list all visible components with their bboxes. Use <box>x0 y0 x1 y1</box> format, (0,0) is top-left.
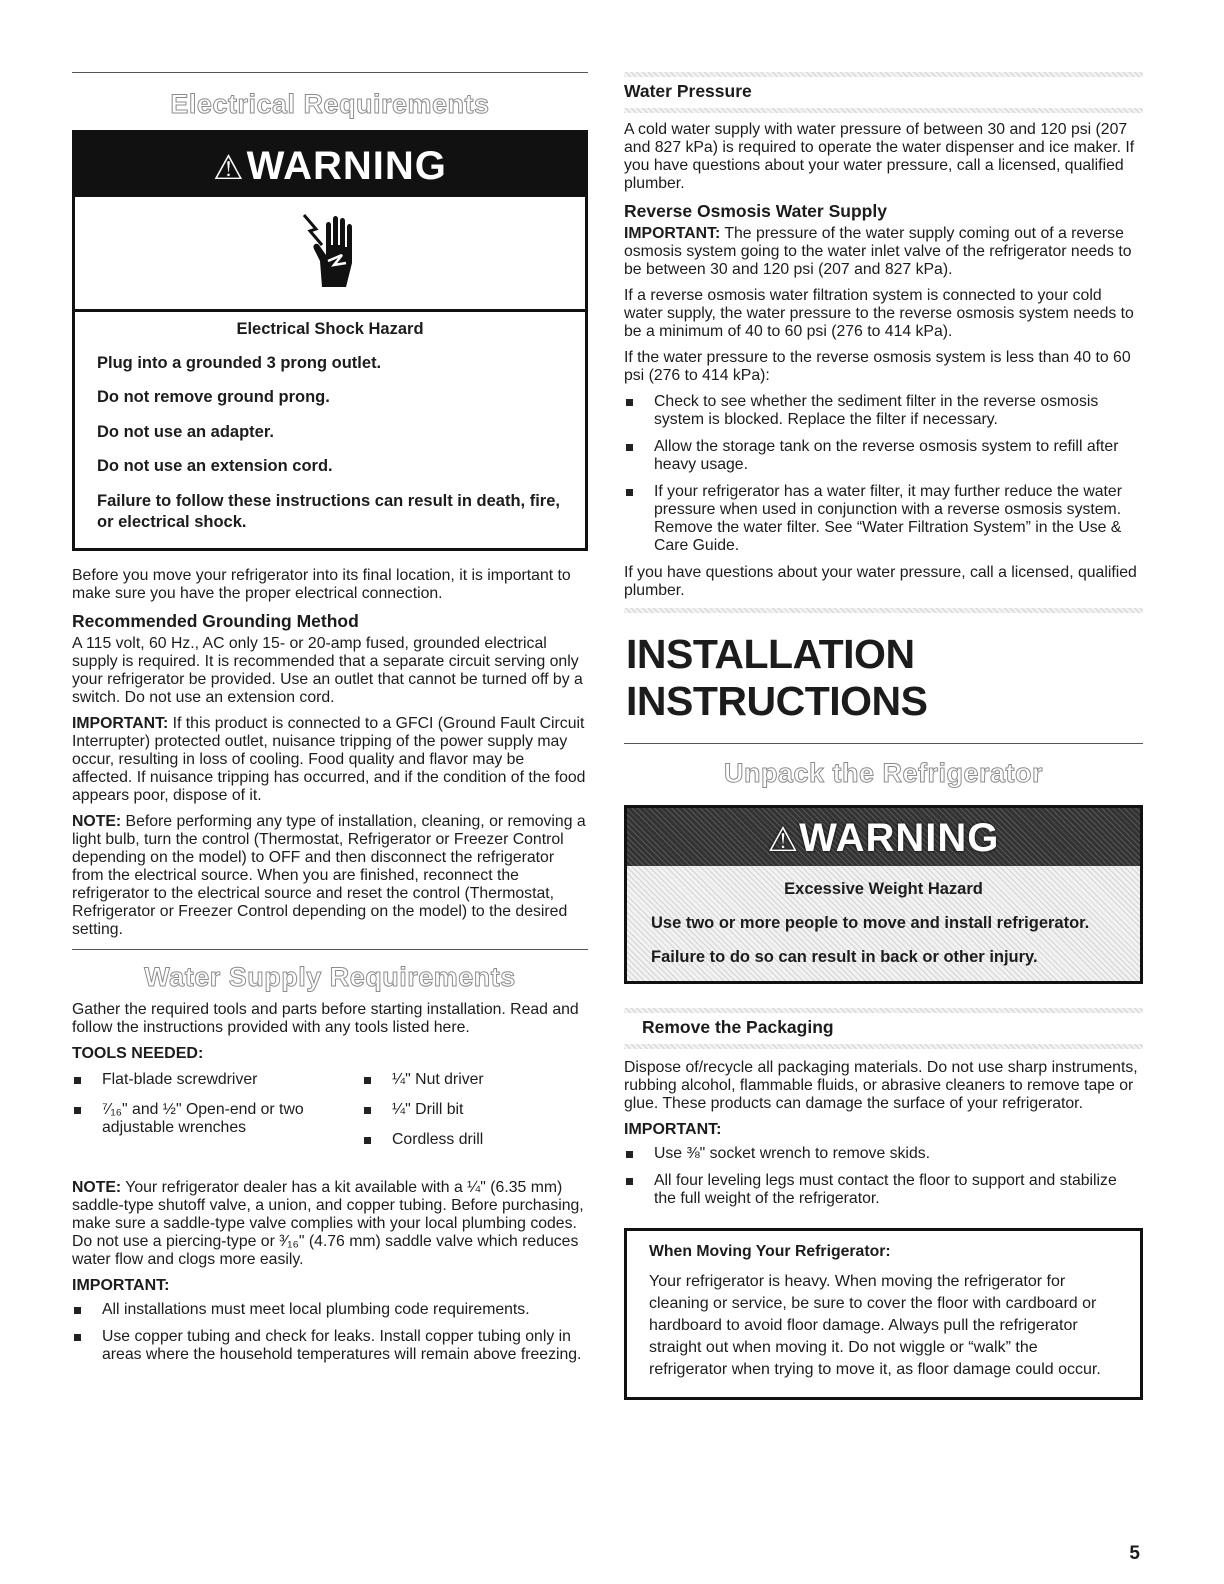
note-text: Before performing any type of installation, cleaning, or removing a light bulb, turn the control (Thermostat, Refrigerator or Freezer Control depending on the model) to OFF and then disconnect the refrigerator from the electrical source. When you are finished, reconnect the refrigerator to the electrical source and reset the control (Thermostat, Refrigerator or Freezer Control depending on the model) to the desired setting. <box>72 812 586 938</box>
warning-text <box>75 312 585 548</box>
electrical-warning-box <box>72 130 588 551</box>
reverse-osmosis-title: Reverse Osmosis Water Supply <box>624 201 887 221</box>
ro-important-paragraph <box>624 225 1143 279</box>
warning-line: Do not remove ground prong. <box>97 388 330 407</box>
packaging-text: Dispose of/recycle all packaging materials. Do not use sharp instruments, rubbing alcohol, flammable fluids, or abrasive cleaners to remove tape or glue. These products can damage the surface of your refrigerator. <box>624 1058 1138 1112</box>
ro-item: Check to see whether the sediment filter in the reverse osmosis system is blocked. Replace the filter if necessary. <box>624 393 1143 429</box>
important-text: If this product is connected to a GFCI (Ground Fault Circuit Interrupter) protected outlet, nuisance tripping of the power supply may occur, resulting in loss of cooling. Food quality and flavor may be affected. If nuisance tripping has occurred, and if the condition of the food appears poor, dispose of it. <box>72 714 586 804</box>
warning-line: Failure to follow these instructions can result in death, fire, or electrical shock. <box>97 491 560 532</box>
important-label: IMPORTANT: <box>624 225 721 242</box>
plumbing-item: All installations must meet local plumbing code requirements. <box>72 1301 588 1319</box>
right-column <box>624 72 1143 1400</box>
section-rule <box>72 949 588 950</box>
hazard-title: Electrical Shock Hazard <box>236 320 424 338</box>
tool-item: Cordless drill <box>362 1131 582 1149</box>
ro-important-text: The pressure of the water supply coming out of a reverse osmosis system going to the water inlet valve of the refrigerator needs to be between 30 and 120 psi (207 and 827 kPa). <box>624 225 1132 278</box>
packaging-item: All four leveling legs must contact the floor to support and stabilize the full weight of the refrigerator. <box>624 1172 1143 1208</box>
packaging-item: Use ⅜" socket wrench to remove skids. <box>624 1145 1143 1163</box>
kit-note-paragraph <box>72 1179 588 1269</box>
warning-line: Failure to do so can result in back or other injury. <box>651 948 1038 967</box>
warning-line: Use two or more people to move and install refrigerator. <box>651 914 1090 932</box>
tools-list <box>72 1071 588 1169</box>
ro-list <box>624 393 1143 555</box>
note-paragraph <box>72 813 588 939</box>
plumbing-list <box>72 1301 588 1364</box>
hatch-rule <box>624 608 1143 613</box>
ro-item: Allow the storage tank on the reverse osmosis system to refill after heavy usage. <box>624 438 1143 474</box>
important-label: IMPORTANT: <box>72 714 169 732</box>
important-title: IMPORTANT: <box>624 1120 722 1138</box>
tool-item: Flat-blade screwdriver <box>72 1071 362 1089</box>
ro-text: If a reverse osmosis water filtration system is connected to your cold water supply, the water pressure to the reverse osmosis system needs to be a minimum of 40 to 60 psi (276 to 414 kPa). <box>624 287 1134 340</box>
tool-item: ⁷⁄₁₆" and ½" Open-end or two adjustable wrenches <box>72 1101 362 1137</box>
weight-warning-box <box>624 805 1143 984</box>
warning-line: Do not use an adapter. <box>97 422 274 441</box>
kit-note-text: Your refrigerator dealer has a kit available with a ¼" (6.35 mm) saddle-type shutoff valve, a union, and copper tubing. Before purchasing, make sure a saddle-type valve complies with your local plumbing codes. Do not use a piercing-type or ³⁄₁₆" (4.76 mm) saddle valve which reduces water flow and clogs more easily. <box>72 1178 584 1268</box>
warning-banner-label: WARNING <box>246 144 447 188</box>
warning-triangle-icon: ⚠ <box>767 821 800 859</box>
plumbing-item: Use copper tubing and check for leaks. Install copper tubing only in areas where the household temperatures will remain above freezing. <box>72 1328 588 1364</box>
ro-text: If you have questions about your water pressure, call a licensed, qualified plumber. <box>624 564 1137 599</box>
remove-packaging-title: Remove the Packaging <box>642 1016 834 1037</box>
grounding-title: Recommended Grounding Method <box>72 610 359 631</box>
water-intro: Gather the required tools and parts before starting installation. Read and follow the instructions provided with any tools listed here. <box>72 1000 579 1036</box>
tools-column-2 <box>362 1071 582 1161</box>
warning-line: Plug into a grounded 3 prong outlet. <box>97 354 382 372</box>
warning-line: Do not use an extension cord. <box>97 457 333 476</box>
section-rule <box>72 72 588 73</box>
hatch-rule <box>624 1044 1143 1049</box>
tool-item: ¼" Drill bit <box>362 1101 582 1119</box>
electrical-intro: Before you move your refrigerator into its final location, it is important to make sure you have the proper electrical connection. <box>72 566 571 602</box>
installation-instructions-title: INSTALLATION INSTRUCTIONS <box>626 631 928 724</box>
warning-banner <box>627 808 1140 866</box>
moving-text: Your refrigerator is heavy. When moving the refrigerator for cleaning or service, be sure to cover the floor with cardboard or hardboard to avoid floor damage. Always pull the refrigerator straight out when moving it. Do not wiggle or “walk” the refrigerator when trying to move it, as floor damage could occur. <box>649 1272 1101 1378</box>
electric-shock-hand-icon <box>298 211 368 291</box>
warning-banner-label: WARNING <box>799 816 1000 860</box>
tools-column-1 <box>72 1071 362 1161</box>
grounding-text: A 115 volt, 60 Hz., AC only 15- or 20-amp fused, grounded electrical supply is required. It is recommended that a separate circuit serving only your refrigerator be provided. Use an outlet that cannot be turned off by a switch. Do not use an extension cord. <box>72 634 583 706</box>
page-number: 5 <box>1129 1543 1140 1564</box>
tool-item: ¼" Nut driver <box>362 1071 582 1089</box>
note-label: NOTE: <box>72 1178 122 1196</box>
packaging-list <box>624 1145 1143 1208</box>
moving-title: When Moving Your Refrigerator: <box>649 1242 891 1260</box>
warning-triangle-icon: ⚠ <box>213 149 245 187</box>
ro-item: If your refrigerator has a water filter, it may further reduce the water pressure when used in conjunction with a reverse osmosis system. Remove the water filter. See “Water Filtration System” in the Use & Care Guide. <box>624 483 1143 555</box>
left-column <box>72 72 588 1373</box>
hazard-title: Excessive Weight Hazard <box>784 880 983 898</box>
note-label: NOTE: <box>72 812 122 830</box>
hatch-rule <box>624 108 1143 113</box>
ro-text: If the water pressure to the reverse osmosis system is less than 40 to 60 psi (276 to 414 kPa): <box>624 349 1131 384</box>
important-paragraph <box>72 715 588 805</box>
warning-text <box>627 866 1140 981</box>
water-supply-heading: Water Supply Requirements <box>144 961 516 992</box>
section-rule <box>624 743 1143 744</box>
moving-refrigerator-box <box>624 1228 1143 1400</box>
warning-icon-area <box>75 197 585 312</box>
water-pressure-text: A cold water supply with water pressure of between 30 and 120 psi (207 and 827 kPa) is required to operate the water dispenser and ice maker. If you have questions about your water pressure, call a licensed, qualified plumber. <box>624 121 1135 192</box>
important-title: IMPORTANT: <box>72 1276 170 1294</box>
electrical-requirements-heading: Electrical Requirements <box>170 89 490 119</box>
tools-title: TOOLS NEEDED: <box>72 1044 204 1062</box>
warning-banner <box>75 133 585 197</box>
unpack-heading: Unpack the Refrigerator <box>723 758 1044 788</box>
water-pressure-title: Water Pressure <box>624 81 752 101</box>
